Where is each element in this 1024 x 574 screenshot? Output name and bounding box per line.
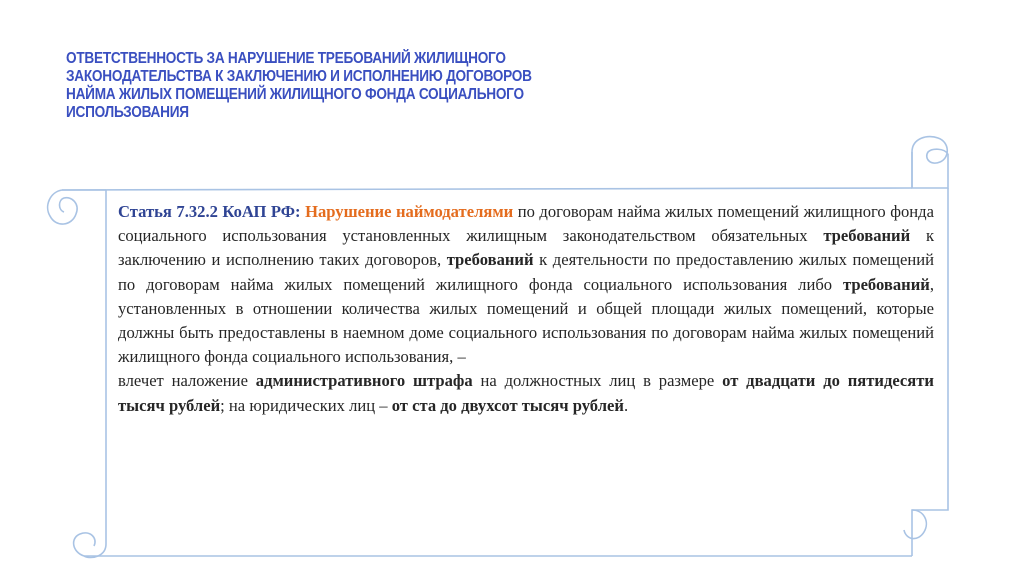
article-text-block bbox=[118, 200, 934, 418]
scroll-curl-bottom-left bbox=[74, 533, 95, 556]
penalty-bold-2: от двадцати до пятидесяти тысяч рублей bbox=[118, 371, 934, 415]
article-text-1: по договорам найма жилых помещений жилищного фонда социального использования установленных жилищным законодательством обязательных bbox=[118, 202, 934, 246]
title-line-4: ИСПОЛЬЗОВАНИЯ bbox=[66, 104, 189, 121]
penalty-text-4: . bbox=[623, 395, 629, 415]
article-paragraph bbox=[118, 200, 934, 369]
penalty-paragraph bbox=[118, 369, 934, 417]
scroll-top-right-edge bbox=[912, 152, 948, 188]
article-bold-2: требований bbox=[446, 250, 534, 270]
article-text-3: к деятельности по предоставлению жилых помещений по договорам найма жилых помещений жилищного фонда социального использования либо bbox=[118, 250, 934, 294]
penalty-bold-3: от ста до двухсот тысяч рублей bbox=[391, 395, 624, 415]
article-bold-3: требований bbox=[842, 274, 930, 294]
article-reference: Статья 7.32.2 КоАП РФ: bbox=[118, 202, 301, 221]
scroll-curl-bottom-right bbox=[904, 510, 926, 539]
penalty-text-3: ; на юридических лиц – bbox=[220, 395, 392, 415]
scroll-top-edge bbox=[62, 188, 912, 190]
violation-label: Нарушение наймодателями bbox=[305, 202, 514, 221]
article-text-4: , установленных в отношении количества жилых помещений и общей площади жилых помещений, которые должны быть предоставлены в наемном доме социального использования по договорам найма жилых помещений жилищного фонда социального использования, – bbox=[118, 274, 934, 367]
penalty-text-2: на должностных лиц в размере bbox=[472, 371, 723, 391]
article-text-2: к заключению и исполнению таких договоров, bbox=[118, 226, 935, 270]
title-line-3: НАЙМА ЖИЛЫХ ПОМЕЩЕНИЙ ЖИЛИЩНОГО ФОНДА СОЦИАЛЬНОГО bbox=[66, 86, 524, 103]
penalty-bold-1: административного штрафа bbox=[255, 371, 473, 391]
scroll-curl-left bbox=[48, 190, 77, 224]
title-line-1: ОТВЕТСТВЕННОСТЬ ЗА НАРУШЕНИЕ ТРЕБОВАНИЙ ЖИЛИЩНОГО bbox=[66, 50, 506, 67]
article-bold-1: требований bbox=[823, 226, 911, 246]
scroll-curl-top bbox=[912, 137, 948, 188]
title-line-2: ЗАКОНОДАТЕЛЬСТВА К ЗАКЛЮЧЕНИЮ И ИСПОЛНЕНИЮ ДОГОВОРОВ bbox=[66, 68, 532, 85]
penalty-text-1: влечет наложение bbox=[118, 371, 256, 391]
scroll-left-edge bbox=[84, 190, 106, 558]
